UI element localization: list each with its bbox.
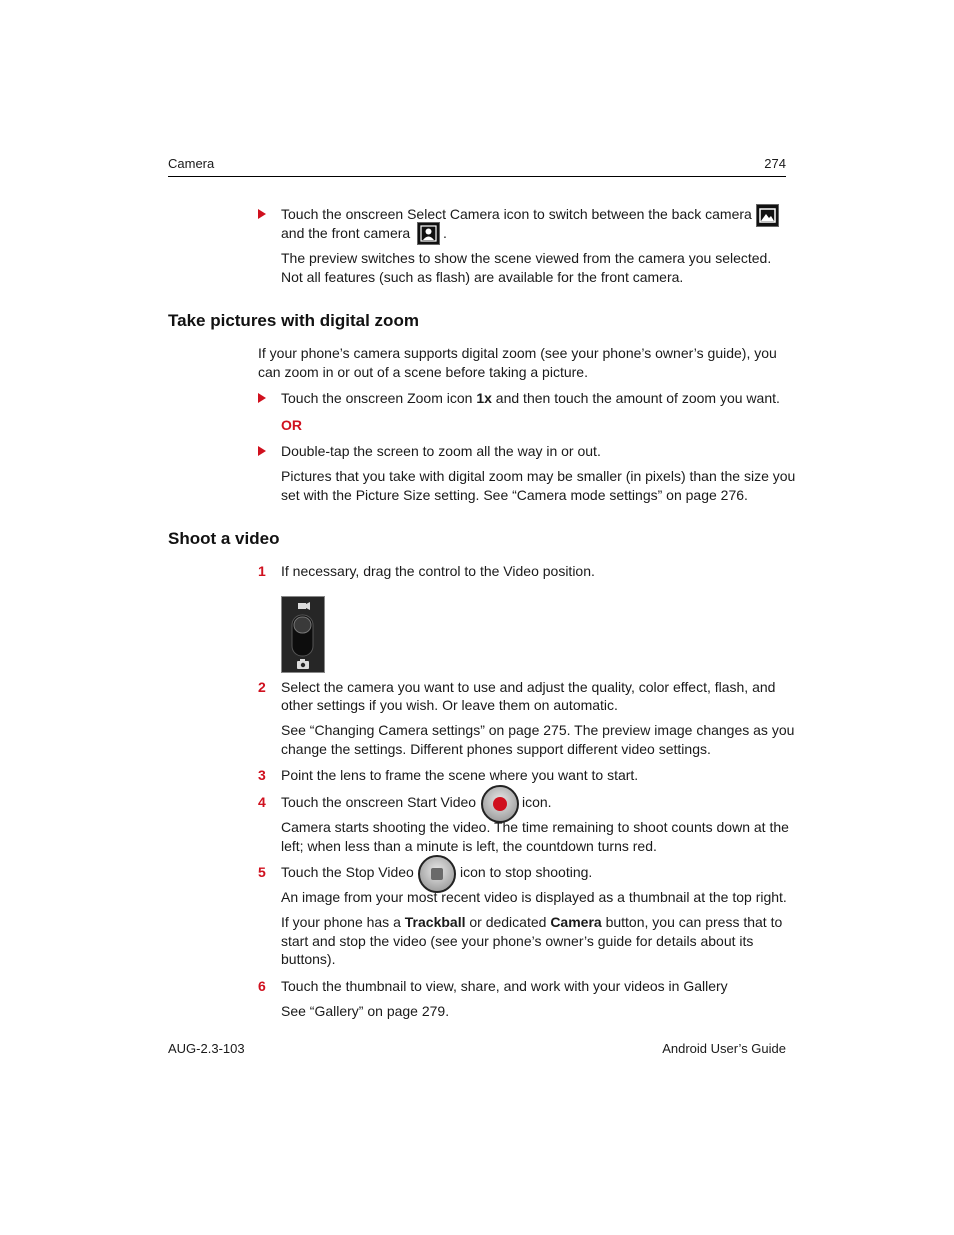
heading-shoot-video: Shoot a video <box>168 529 280 548</box>
step4-text-a: Touch the onscreen Start Video <box>281 794 477 810</box>
intro-para-line2: Not all features (such as flash) are available for the front camera. <box>281 269 684 285</box>
zoom-para-line2: can zoom in or out of a scene before taking a picture. <box>258 364 588 380</box>
step3-text: Point the lens to frame the scene where you want to start. <box>281 767 639 783</box>
step5-text-a: Touch the Stop Video <box>281 864 414 880</box>
step2-note-line1: See “Changing Camera settings” on page 275. The preview image changes as you <box>281 722 795 738</box>
zoom-icon-label: 1x <box>476 390 492 406</box>
step5-note2-line1: If your phone has a Trackball or dedicated Camera button, you can press that to <box>281 914 783 930</box>
bullet-marker <box>258 393 266 403</box>
step6-text: Touch the thumbnail to view, share, and work with your videos in Gallery <box>281 978 728 994</box>
intro-bullet-line1: Touch the onscreen Select Camera icon to switch between the back camera <box>281 206 752 222</box>
bullet-marker <box>258 209 266 219</box>
intro-bullet-line2b: . <box>443 225 447 241</box>
header-section-title: Camera <box>168 156 215 171</box>
bullet-marker <box>258 446 266 456</box>
step2-line1: Select the camera you want to use and adjust the quality, color effect, flash, and <box>281 679 776 695</box>
step-number: 5 <box>258 864 266 880</box>
step-number: 2 <box>258 679 266 695</box>
footer-doc-id: AUG-2.3-103 <box>168 1041 245 1056</box>
zoom-bullet2: Double-tap the screen to zoom all the way in or out. <box>281 443 601 459</box>
step4-text-b: icon. <box>522 794 552 810</box>
step2-line2: other settings if you wish. Or leave them on automatic. <box>281 697 618 713</box>
step6-note: See “Gallery” on page 279. <box>281 1003 450 1019</box>
intro-bullet-line2a: and the front camera <box>281 225 411 241</box>
step-number: 1 <box>258 563 266 579</box>
back-camera-icon <box>756 204 779 227</box>
header-divider <box>168 176 786 177</box>
step-number: 6 <box>258 978 266 994</box>
step-number: 3 <box>258 767 266 783</box>
step4-note-line2: left; when less than a minute is left, the countdown turns red. <box>281 838 657 854</box>
step5-note2-line2: start and stop the video (see your phone’s owner’s guide for details about its <box>281 933 754 949</box>
step-number: 4 <box>258 794 266 810</box>
header-page-number: 274 <box>764 156 786 171</box>
zoom-bullet1: Touch the onscreen Zoom icon 1x and then touch the amount of zoom you want. <box>281 390 780 406</box>
step5-note1: An image from your most recent video is displayed as a thumbnail at the top right. <box>281 889 787 905</box>
step2-note-line2: change the settings. Different phones support different video settings. <box>281 741 711 757</box>
zoom-para-line1: If your phone’s camera supports digital zoom (see your phone’s owner’s guide), you <box>258 345 777 361</box>
front-camera-icon <box>417 222 440 245</box>
or-separator: OR <box>281 417 302 433</box>
step5-text-b: icon to stop shooting. <box>460 864 593 880</box>
intro-para-line1: The preview switches to show the scene viewed from the camera you selected. <box>281 250 772 266</box>
step1-text: If necessary, drag the control to the Video position. <box>281 563 595 579</box>
zoom-note-line1: Pictures that you take with digital zoom may be smaller (in pixels) than the size you <box>281 468 796 484</box>
camera-video-switch-icon <box>281 596 325 673</box>
step4-note-line1: Camera starts shooting the video. The time remaining to shoot counts down at the <box>281 819 789 835</box>
heading-digital-zoom: Take pictures with digital zoom <box>168 311 419 330</box>
zoom-note-line2: set with the Picture Size setting. See “Camera mode settings” on page 276. <box>281 487 748 503</box>
step5-note2-line3: buttons). <box>281 951 336 967</box>
footer-guide-title: Android User’s Guide <box>662 1041 786 1056</box>
